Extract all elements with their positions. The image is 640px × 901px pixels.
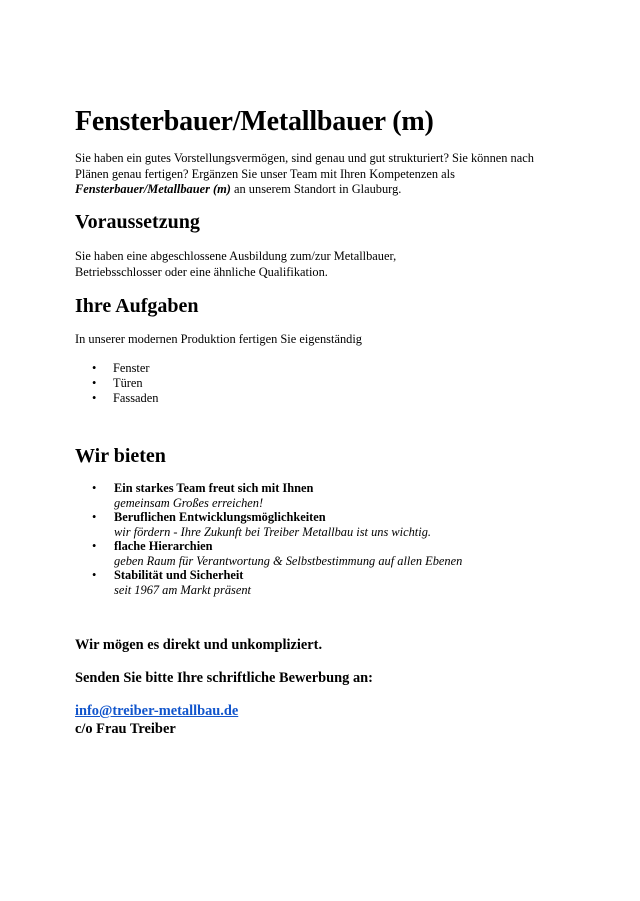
bullet-icon: •: [92, 568, 97, 582]
task-item-label: Türen: [113, 375, 143, 390]
list-item: [75, 510, 462, 539]
list-item: [75, 376, 158, 391]
tasks-heading: Ihre Aufgaben: [75, 295, 199, 317]
intro-location-text: an unserem Standort in Glauburg.: [230, 182, 402, 196]
requirements-line-2: Betriebsschlosser oder eine ähnliche Qualifikation.: [75, 264, 328, 279]
requirements-line-1: Sie haben eine abgeschlossene Ausbildung zum/zur Metallbauer,: [75, 249, 397, 263]
bullet-icon: •: [92, 481, 97, 495]
tasks-list: [75, 361, 158, 405]
task-item-label: Fenster: [113, 361, 150, 375]
requirements-heading: Voraussetzung: [75, 211, 200, 233]
offer-title: Beruflichen Entwicklungsmöglichkeiten: [114, 510, 326, 524]
intro-line-3: [75, 182, 575, 198]
list-item: [75, 391, 158, 406]
application-instruction: Senden Sie bitte Ihre schriftliche Bewerbung an:: [75, 670, 373, 686]
list-item: [75, 361, 158, 376]
intro-paragraph: [75, 151, 575, 198]
contact-person: c/o Frau Treiber: [75, 721, 176, 737]
intro-line-1: Sie haben ein gutes Vorstellungsvermögen, sind genau und gut strukturiert? Sie können nach: [75, 151, 534, 165]
intro-job-title-emphasis: Fensterbauer/Metallbauer (m): [75, 182, 231, 196]
offer-title: Ein starkes Team freut sich mit Ihnen: [114, 481, 314, 495]
offer-subtitle: gemeinsam Großes erreichen!: [114, 495, 264, 510]
list-item: [75, 481, 462, 510]
bullet-icon: •: [92, 390, 97, 405]
task-item-label: Fassaden: [113, 390, 159, 405]
offer-subtitle: geben Raum für Verantwortung & Selbstbestimmung auf allen Ebenen: [114, 553, 463, 568]
offer-title: flache Hierarchien: [114, 539, 213, 553]
email-link[interactable]: info@treiber-metallbau.de: [75, 703, 239, 719]
bullet-icon: •: [92, 510, 97, 524]
bullet-icon: •: [92, 539, 97, 553]
requirements-paragraph: [75, 249, 575, 280]
offers-list: [75, 481, 462, 597]
offers-heading: Wir bieten: [75, 445, 166, 467]
bullet-icon: •: [92, 375, 97, 390]
offer-subtitle: wir fördern - Ihre Zukunft bei Treiber Metallbau ist uns wichtig.: [114, 524, 431, 539]
tasks-intro: In unserer modernen Produktion fertigen Sie eigenständig: [75, 332, 362, 346]
offer-subtitle: seit 1967 am Markt präsent: [114, 582, 251, 597]
offer-title: Stabilität und Sicherheit: [114, 568, 244, 582]
list-item: [75, 568, 462, 597]
bullet-icon: •: [92, 361, 97, 375]
email-line: [75, 703, 238, 720]
intro-line-2: Plänen genau fertigen? Ergänzen Sie unser Team mit Ihren Kompetenzen als: [75, 166, 455, 181]
list-item: [75, 539, 462, 568]
closing-statement: Wir mögen es direkt und unkompliziert.: [75, 637, 323, 653]
job-title: Fensterbauer/Metallbauer (m): [75, 106, 434, 137]
